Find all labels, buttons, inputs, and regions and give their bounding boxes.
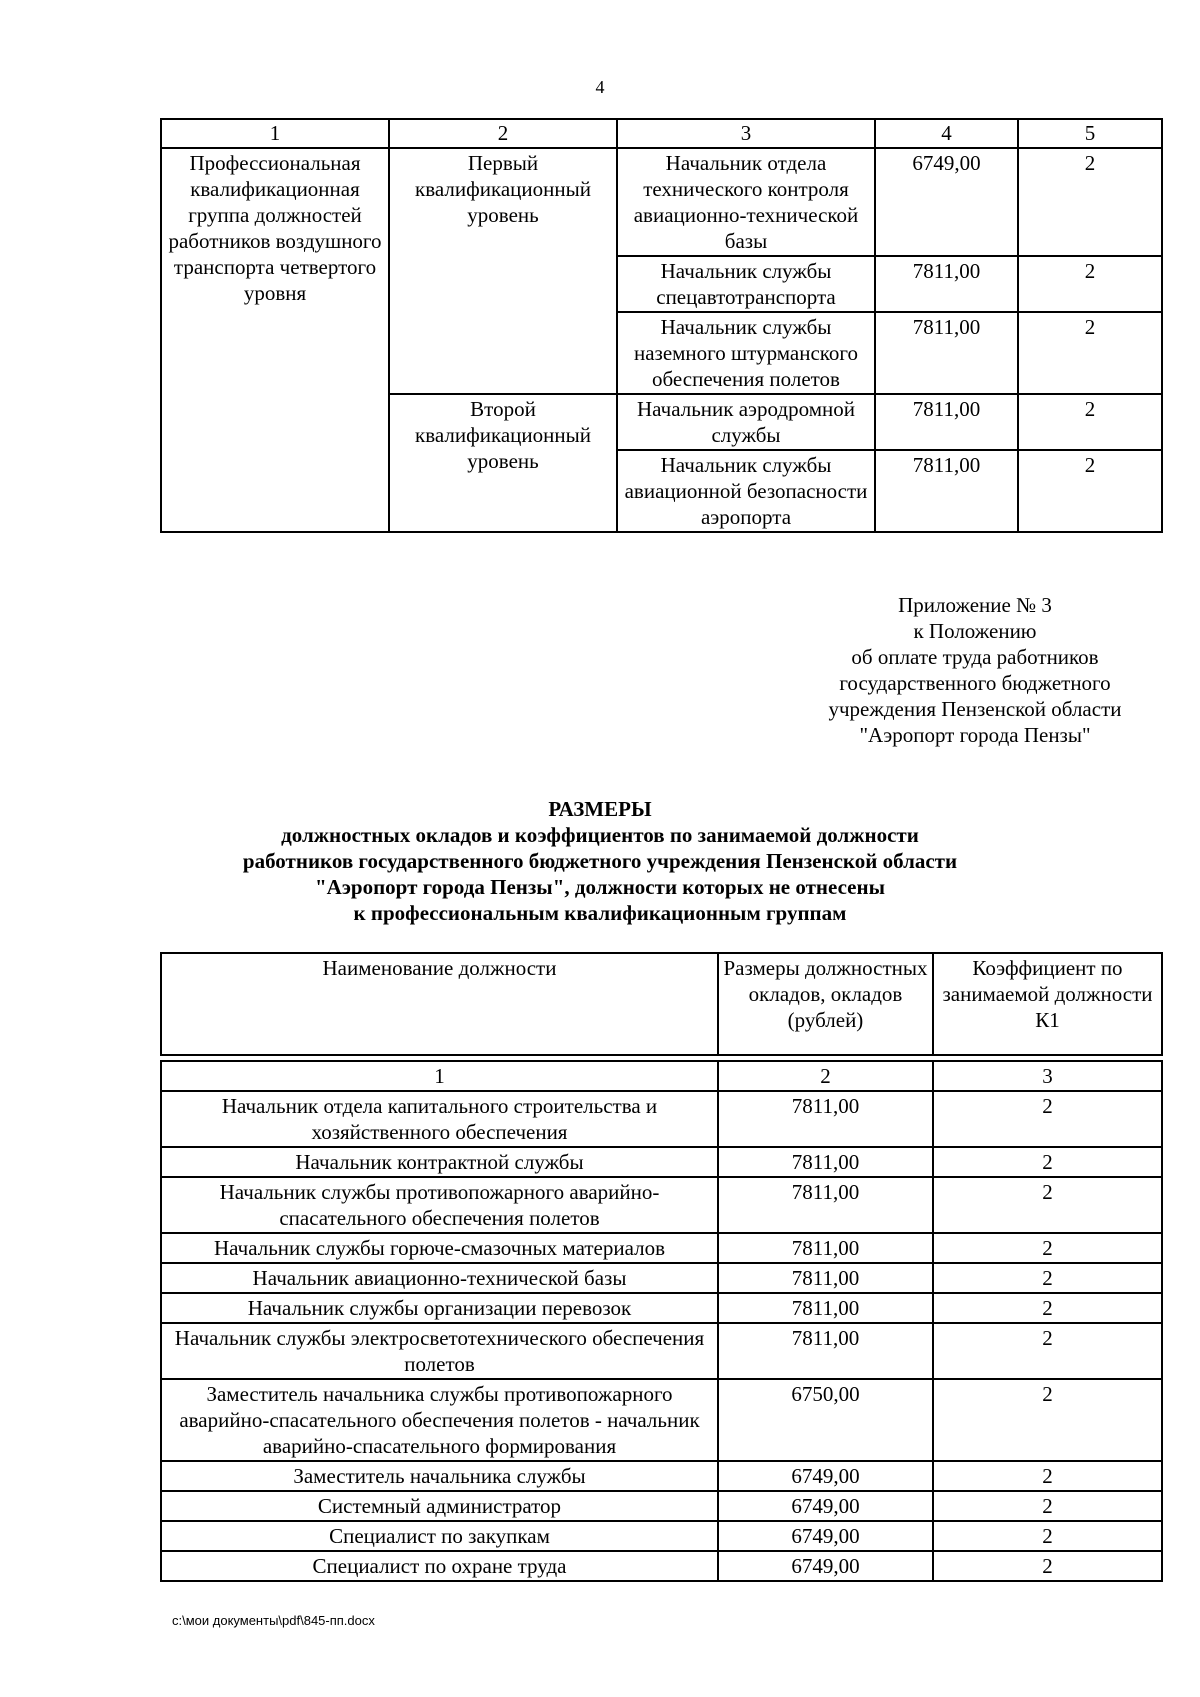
table-row bbox=[161, 148, 1162, 256]
table-row bbox=[161, 1091, 1162, 1147]
position-cell: Начальник контрактной службы bbox=[161, 1147, 718, 1177]
salary-cell: 6749,00 bbox=[718, 1461, 933, 1491]
coefficient-cell: 2 bbox=[933, 1263, 1162, 1293]
coefficient-cell: 2 bbox=[933, 1147, 1162, 1177]
column-header: Размеры должностных окладов, окладов (рублей) bbox=[718, 953, 933, 1055]
file-path-footer: c:\мои документы\pdf\845-пп.docx bbox=[172, 1613, 375, 1628]
salary-table bbox=[160, 952, 1163, 1582]
salary-cell: 7811,00 bbox=[718, 1263, 933, 1293]
table-row bbox=[161, 1323, 1162, 1379]
title-line: к профессиональным квалификационным группам bbox=[353, 901, 847, 925]
table-header-row bbox=[161, 953, 1162, 1055]
coefficient-cell: 2 bbox=[933, 1177, 1162, 1233]
title-line: должностных окладов и коэффициентов по занимаемой должности bbox=[281, 823, 919, 847]
column-number: 1 bbox=[161, 1061, 718, 1091]
position-cell: Начальник отдела капитального строительства и хозяйственного обеспечения bbox=[161, 1091, 718, 1147]
position-cell: Начальник авиационно-технической базы bbox=[161, 1263, 718, 1293]
title-line: "Аэропорт города Пензы", должности которых не отнесены bbox=[315, 875, 885, 899]
table-row bbox=[161, 1147, 1162, 1177]
salary-cell: 7811,00 bbox=[875, 312, 1018, 394]
salary-cell: 7811,00 bbox=[718, 1233, 933, 1263]
position-cell: Начальник службы наземного штурманского обеспечения полетов bbox=[617, 312, 875, 394]
salary-cell: 7811,00 bbox=[718, 1177, 933, 1233]
coefficient-cell: 2 bbox=[933, 1233, 1162, 1263]
position-cell: Начальник службы авиационной безопасности аэропорта bbox=[617, 450, 875, 532]
table-row bbox=[161, 1491, 1162, 1521]
salary-cell: 7811,00 bbox=[718, 1323, 933, 1379]
salary-cell: 6749,00 bbox=[718, 1551, 933, 1581]
appendix-note bbox=[790, 592, 1160, 748]
column-number: 3 bbox=[617, 119, 875, 148]
position-cell: Начальник службы спецавтотранспорта bbox=[617, 256, 875, 312]
position-cell: Начальник службы противопожарного аварийно-спасательного обеспечения полетов bbox=[161, 1177, 718, 1233]
position-cell: Начальник службы электросветотехнического обеспечения полетов bbox=[161, 1323, 718, 1379]
title-heading: РАЗМЕРЫ bbox=[548, 797, 652, 821]
salary-cell: 6749,00 bbox=[718, 1491, 933, 1521]
position-cell: Начальник аэродромной службы bbox=[617, 394, 875, 450]
column-number: 3 bbox=[933, 1061, 1162, 1091]
salary-cell: 7811,00 bbox=[875, 394, 1018, 450]
position-cell: Специалист по закупкам bbox=[161, 1521, 718, 1551]
salary-cell: 7811,00 bbox=[718, 1091, 933, 1147]
column-number: 4 bbox=[875, 119, 1018, 148]
position-cell: Начальник службы горюче-смазочных материалов bbox=[161, 1233, 718, 1263]
table-row bbox=[161, 1379, 1162, 1461]
salary-cell: 6749,00 bbox=[875, 148, 1018, 256]
column-number: 5 bbox=[1018, 119, 1162, 148]
column-number: 2 bbox=[718, 1061, 933, 1091]
coefficient-cell: 2 bbox=[1018, 394, 1162, 450]
coefficient-cell: 2 bbox=[933, 1521, 1162, 1551]
coefficient-cell: 2 bbox=[1018, 312, 1162, 394]
table-row bbox=[161, 1461, 1162, 1491]
qualification-level-cell: Второй квалификационный уровень bbox=[389, 394, 617, 532]
table-row bbox=[161, 1521, 1162, 1551]
salary-cell: 7811,00 bbox=[875, 256, 1018, 312]
column-header: Коэффициент по занимаемой должности К1 bbox=[933, 953, 1162, 1055]
salary-cell: 7811,00 bbox=[718, 1147, 933, 1177]
position-cell: Заместитель начальника службы bbox=[161, 1461, 718, 1491]
position-cell: Начальник службы организации перевозок bbox=[161, 1293, 718, 1323]
position-cell: Заместитель начальника службы противопожарного аварийно-спасательного обеспечения полетов - начальник аварийно-спасательного формирования bbox=[161, 1379, 718, 1461]
positions-table-continued bbox=[160, 118, 1163, 533]
table-row bbox=[161, 1233, 1162, 1263]
salary-cell: 6749,00 bbox=[718, 1521, 933, 1551]
coefficient-cell: 2 bbox=[933, 1323, 1162, 1379]
salary-cell: 6750,00 bbox=[718, 1379, 933, 1461]
table-number-row bbox=[161, 1061, 1162, 1091]
table-row bbox=[161, 1551, 1162, 1581]
position-cell: Специалист по охране труда bbox=[161, 1551, 718, 1581]
appendix-line: Приложение № 3 bbox=[898, 593, 1052, 617]
coefficient-cell: 2 bbox=[933, 1491, 1162, 1521]
column-header: Наименование должности bbox=[161, 953, 718, 1055]
appendix-line: к Положению bbox=[913, 619, 1037, 643]
table-row bbox=[161, 1293, 1162, 1323]
appendix-line: "Аэропорт города Пензы" bbox=[859, 723, 1091, 747]
column-number: 2 bbox=[389, 119, 617, 148]
appendix-line: об оплате труда работников bbox=[851, 645, 1099, 669]
coefficient-cell: 2 bbox=[933, 1293, 1162, 1323]
salary-cell: 7811,00 bbox=[875, 450, 1018, 532]
title-line: работников государственного бюджетного учреждения Пензенской области bbox=[242, 849, 958, 873]
appendix-line: учреждения Пензенской области bbox=[828, 697, 1122, 721]
appendix-line: государственного бюджетного bbox=[839, 671, 1111, 695]
table-header-row bbox=[161, 119, 1162, 148]
position-cell: Системный администратор bbox=[161, 1491, 718, 1521]
coefficient-cell: 2 bbox=[1018, 256, 1162, 312]
coefficient-cell: 2 bbox=[933, 1091, 1162, 1147]
salary-cell: 7811,00 bbox=[718, 1293, 933, 1323]
coefficient-cell: 2 bbox=[933, 1379, 1162, 1461]
qualification-group-cell: Профессиональная квалификационная группа должностей работников воздушного транспорта четвертого уровня bbox=[161, 148, 389, 532]
coefficient-cell: 2 bbox=[933, 1551, 1162, 1581]
page-number: 4 bbox=[595, 77, 605, 97]
column-number: 1 bbox=[161, 119, 389, 148]
document-title bbox=[0, 796, 1200, 926]
coefficient-cell: 2 bbox=[933, 1461, 1162, 1491]
table-row bbox=[161, 1177, 1162, 1233]
coefficient-cell: 2 bbox=[1018, 148, 1162, 256]
table-row bbox=[161, 1263, 1162, 1293]
coefficient-cell: 2 bbox=[1018, 450, 1162, 532]
qualification-level-cell: Первый квалификационный уровень bbox=[389, 148, 617, 394]
position-cell: Начальник отдела технического контроля авиационно-технической базы bbox=[617, 148, 875, 256]
